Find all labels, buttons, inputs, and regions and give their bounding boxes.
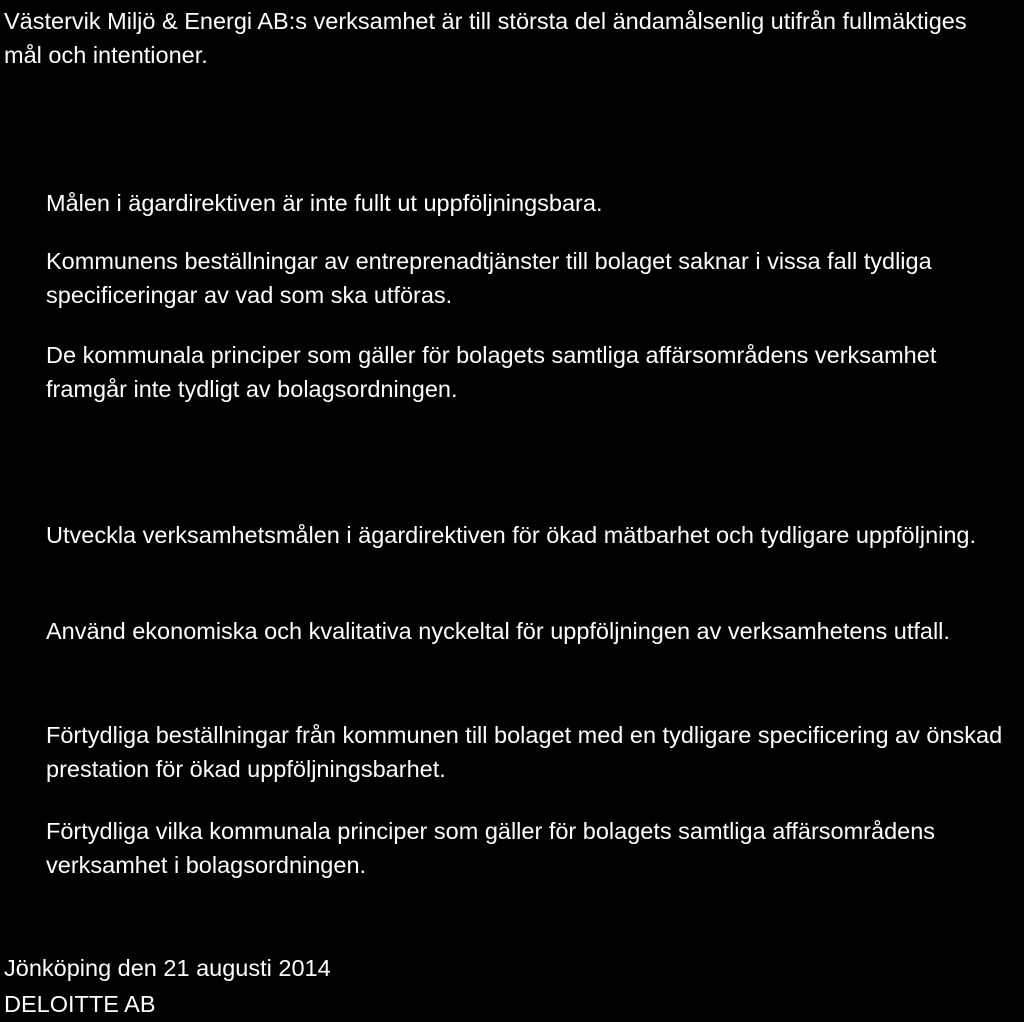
recommendation-paragraph: Använd ekonomiska och kvalitativa nyckeltal för uppföljningen av verksamhetens utfall. [46, 618, 950, 644]
signoff-firm: DELOITTE AB [4, 991, 156, 1017]
intro-paragraph: Västervik Miljö & Energi AB:s verksamhet är till största del ändamålsenlig utifrån fullmäktiges mål och intentioner. [4, 8, 967, 68]
signoff-place-date: Jönköping den 21 augusti 2014 [4, 955, 331, 981]
recommendation-paragraph: Utveckla verksamhetsmålen i ägardirektiven för ökad mätbarhet och tydligare uppföljning. [46, 522, 977, 548]
finding-paragraph: De kommunala principer som gäller för bolagets samtliga affärsområdens verksamhet framgår inte tydligt av bolagsordningen. [46, 342, 937, 402]
recommendation-paragraph: Förtydliga vilka kommunala principer som gäller för bolagets samtliga affärsområdens verksamhet i bolagsordningen. [46, 818, 936, 878]
finding-paragraph: Kommunens beställningar av entreprenadtjänster till bolaget saknar i vissa fall tydliga specificeringar av vad som ska utföras. [46, 248, 932, 308]
signoff-block [4, 950, 604, 1022]
finding-paragraph: Målen i ägardirektiven är inte fullt ut uppföljningsbara. [46, 190, 603, 216]
recommendation-paragraph: Förtydliga beställningar från kommunen till bolaget med en tydligare specificering av önskad prestation för ökad uppföljningsbarhet. [46, 722, 1003, 782]
